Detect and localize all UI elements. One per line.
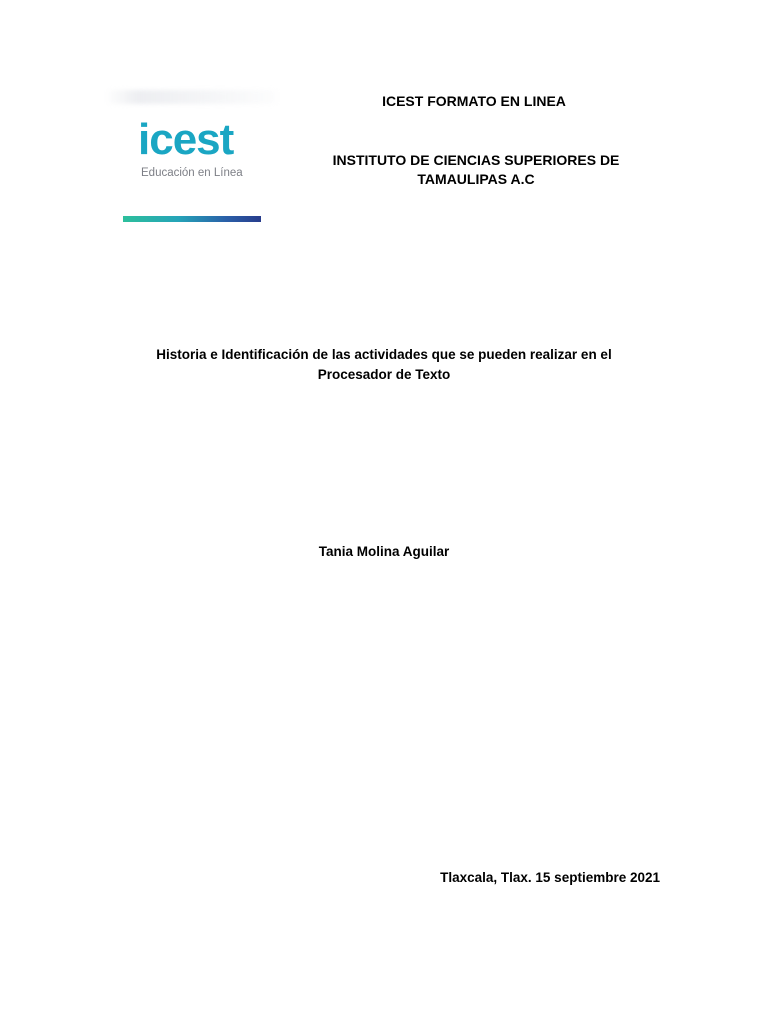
document-title-line-2: Procesador de Texto (317, 367, 451, 382)
format-label: ICEST FORMATO EN LINEA (382, 93, 566, 109)
document-title-line-1: Historia e Identificación de las actividades que se pueden realizar en el (156, 347, 612, 362)
logo-gradient-bar (123, 216, 261, 222)
author-name: Tania Molina Aguilar (318, 544, 450, 559)
institution-name-line-2: TAMAULIPAS A.C (417, 171, 535, 187)
institution-name-line-1: INSTITUTO DE CIENCIAS SUPERIORES DE (332, 152, 620, 168)
document-title (100, 345, 668, 385)
logo-tagline: Educación en Línea (141, 167, 243, 179)
institution-name (300, 151, 652, 189)
logo-faint-header (104, 90, 276, 104)
logo-wordmark: icest (138, 115, 234, 164)
icest-logo (104, 84, 282, 226)
place-and-date: Tlaxcala, Tlax. 15 septiembre 2021 (440, 870, 660, 885)
